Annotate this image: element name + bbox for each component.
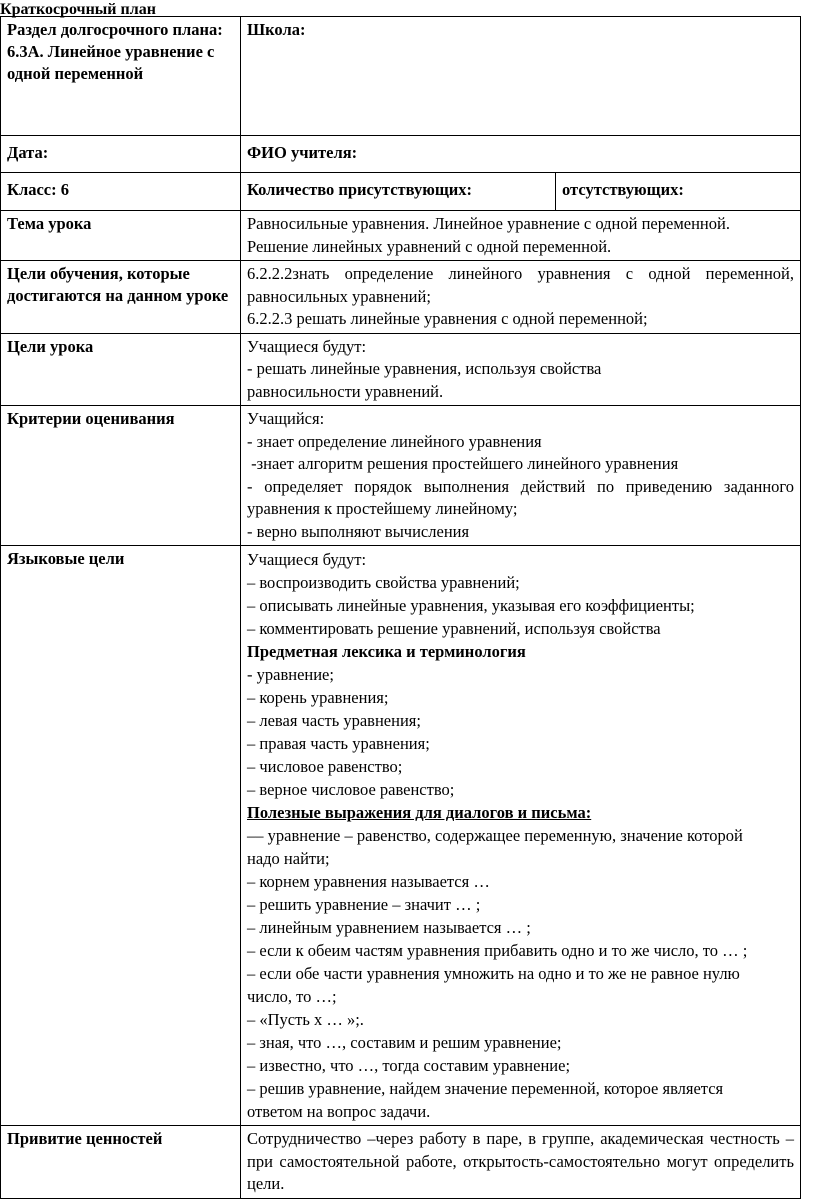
criteria-line: - определяет порядок выполнения действий по приведению заданного уравнения к простейшему линейному; [247,476,795,518]
present-cell: Количество присутствующих: [241,173,556,211]
vocab-item: - уравнение; [247,665,334,684]
language-goals-text [241,546,801,1126]
criteria-line: -знает алгоритм решения простейшего линейного уравнения [247,454,679,473]
values-label: Привитие ценностей [1,1126,241,1199]
language-goal-item: – воспроизводить свойства уравнений; [247,573,520,592]
language-goal-item: – комментировать решение уравнений, используя свойства [247,619,661,638]
criteria-label: Критерии оценивания [1,406,241,546]
table-row [1,173,801,211]
learning-goal-line: 6.2.2.2знать определение линейного уравнения с одной переменной, равносильных уравнений; [247,264,795,306]
class-cell: Класс: 6 [1,173,241,211]
learning-goals-text [241,261,801,334]
topic-label: Тема урока [1,211,241,261]
phrase-item: – зная, что …, составим и решим уравнение; [247,1033,562,1052]
language-goals-label: Языковые цели [1,546,241,1126]
phrase-item: – если обе части уравнения умножить на одно и то же не равное нулю число, то …; [247,964,740,1006]
table-row [1,136,801,173]
phrase-item: – решив уравнение, найдем значение переменной, которое является ответом на вопрос задачи. [247,1079,724,1121]
table-row [1,211,801,261]
phrase-item: – если к обеим частям уравнения прибавить одно и то же число, то … ; [247,941,748,960]
criteria-line: - знает определение линейного уравнения [247,431,542,451]
phrase-item: – решить уравнение – значит … ; [247,895,481,914]
phrase-item: –– уравнение – равенство, содержащее переменную, значение которой надо найти; [247,826,743,868]
document-title: Краткосрочный план [0,1,156,18]
language-goal-line: Учащиеся будут: [247,550,367,569]
phrase-item: – «Пусть х … »;. [247,1010,364,1029]
phrases-heading: Полезные выражения для диалогов и письма: [247,803,592,822]
section-cell: Раздел долгосрочного плана: 6.3А. Линейное уравнение с одной переменной [1,17,241,136]
table-row [1,333,801,406]
vocab-item: – правая часть уравнения; [247,734,430,753]
lesson-goal-line: Учащиеся будут: [247,336,367,356]
values-text: Сотрудничество –через работу в паре, в группе, академическая честность – при самостоятельной работе, открытость-самостоятельно могут определить цели. [241,1126,801,1199]
learning-goal-line: 6.2.2.3 решать линейные уравнения с одной переменной; [247,309,648,328]
vocab-item: – левая часть уравнения; [247,711,421,730]
criteria-line: - верно выполняют вычисления [247,521,470,541]
absent-cell: отсутствующих: [556,173,801,211]
teacher-cell: ФИО учителя: [241,136,801,173]
lesson-goals-label: Цели урока [1,333,241,406]
vocab-item: – числовое равенство; [247,757,403,776]
criteria-text [241,406,801,546]
topic-text: Равносильные уравнения. Линейное уравнение с одной переменной. Решение линейных уравнений с одной переменной. [241,211,801,261]
learning-goals-label: Цели обучения, которые достигаются на данном уроке [1,261,241,334]
table-row [1,546,801,1126]
lesson-goals-text [241,333,801,406]
table-row [1,406,801,546]
vocab-heading: Предметная лексика и терминология [247,642,526,661]
vocab-item: – корень уравнения; [247,688,389,707]
phrase-item: – известно, что …, тогда составим уравнение; [247,1056,571,1075]
date-cell: Дата: [1,136,241,173]
language-goal-item: – описывать линейные уравнения, указывая его коэффициенты; [247,596,695,615]
phrase-item: – линейным уравнением называется … ; [247,918,531,937]
table-row [1,261,801,334]
criteria-line: Учащийся: [247,409,325,428]
school-cell: Школа: [241,17,801,136]
lesson-plan-table [0,16,801,1199]
table-row [1,17,801,136]
phrase-item: – корнем уравнения называется … [247,872,490,891]
vocab-item: – верное числовое равенство; [247,780,455,799]
lesson-goal-line: - решать линейные уравнения, используя свойства равносильности уравнений. [247,359,602,401]
